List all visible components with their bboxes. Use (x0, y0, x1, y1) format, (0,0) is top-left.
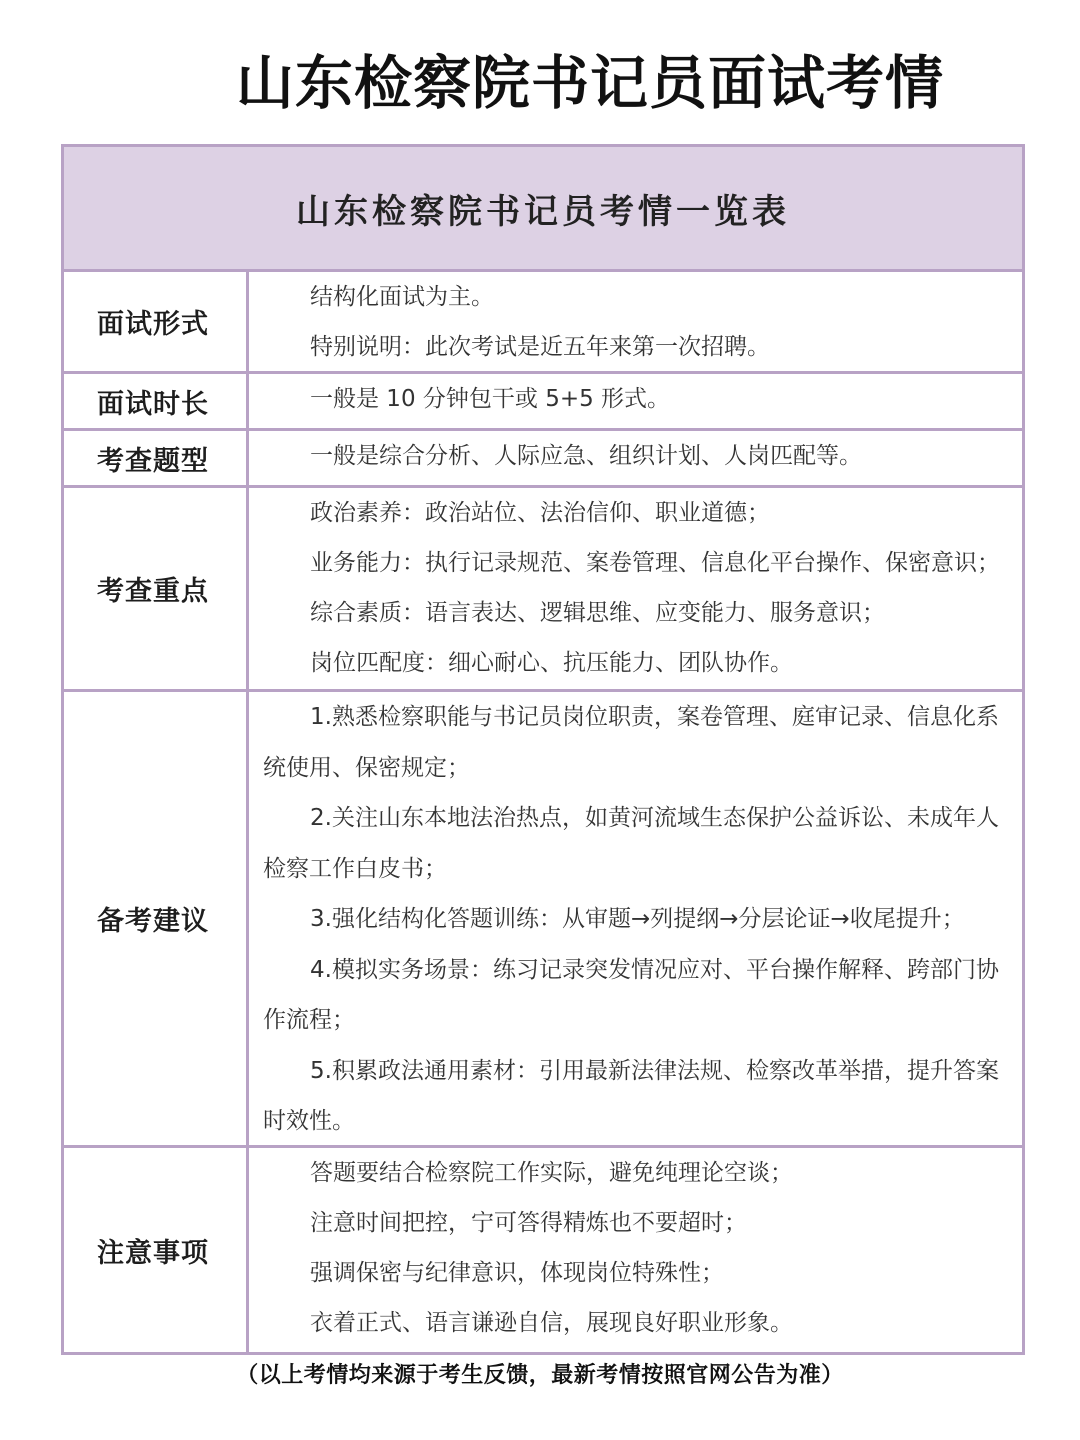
content-line: 强调保密与纪律意识，体现岗位特殊性； (310, 1260, 724, 1286)
content-line: 结构化面试为主。 (310, 284, 494, 310)
table-row-key-points (64, 488, 1022, 692)
table-row-preparation-advice (64, 692, 1022, 1148)
info-table (61, 144, 1025, 1355)
content-line: 衣着正式、语言谦逊自信，展现良好职业形象。 (310, 1310, 793, 1336)
table-row-interview-format (64, 272, 1022, 374)
footnote: （以上考情均来源于考生反馈，最新考情按照官网公告为准） (236, 1363, 844, 1388)
row-content (249, 488, 1022, 689)
row-label: 面试时长 (64, 374, 249, 428)
row-label: 考查重点 (64, 488, 249, 689)
content-line: 一般是综合分析、人际应急、组织计划、人岗匹配等。 (310, 443, 862, 469)
row-label: 注意事项 (64, 1148, 249, 1352)
row-label: 考查题型 (64, 431, 249, 485)
row-content (249, 692, 1022, 1145)
content-line: 特别说明：此次考试是近五年来第一次招聘。 (310, 334, 770, 360)
content-line: 答题要结合检察院工作实际，避免纯理论空谈； (310, 1160, 793, 1186)
table-row-notes (64, 1148, 1022, 1352)
table-row-interview-duration (64, 374, 1022, 431)
table-header: 山东检察院书记员考情一览表 (64, 147, 1022, 272)
page-title: 山东检察院书记员面试考情 (235, 49, 944, 117)
row-content (249, 272, 1022, 371)
content-line: 政治素养：政治站位、法治信仰、职业道德； (310, 500, 770, 526)
content-line: 岗位匹配度：细心耐心、抗压能力、团队协作。 (310, 650, 793, 676)
row-content (249, 1148, 1022, 1352)
content-line: 综合素质：语言表达、逻辑思维、应变能力、服务意识； (310, 600, 885, 626)
advice-paragraph: 5.积累政法通用素材：引用最新法律法规、检察改革举措，提升答案时效性。 (263, 1057, 999, 1134)
table-row-question-types (64, 431, 1022, 488)
content-line: 业务能力：执行记录规范、案卷管理、信息化平台操作、保密意识； (310, 550, 1000, 576)
content-line: 一般是 10 分钟包干或 5+5 形式。 (310, 386, 671, 412)
advice-paragraph: 4.模拟实务场景：练习记录突发情况应对、平台操作解释、跨部门协作流程； (263, 956, 999, 1033)
row-label: 备考建议 (64, 692, 249, 1145)
row-content (249, 374, 1022, 428)
content-line: 注意时间把控，宁可答得精炼也不要超时； (310, 1210, 747, 1236)
row-content (249, 431, 1022, 485)
advice-paragraph: 1.熟悉检察职能与书记员岗位职责，案卷管理、庭审记录、信息化系统使用、保密规定； (263, 704, 999, 781)
advice-paragraph: 2.关注山东本地法治热点，如黄河流域生态保护公益诉讼、未成年人检察工作白皮书； (263, 805, 999, 882)
advice-paragraph: 3.强化结构化答题训练：从审题→列提纲→分层论证→收尾提升； (310, 906, 965, 932)
row-label: 面试形式 (64, 272, 249, 371)
